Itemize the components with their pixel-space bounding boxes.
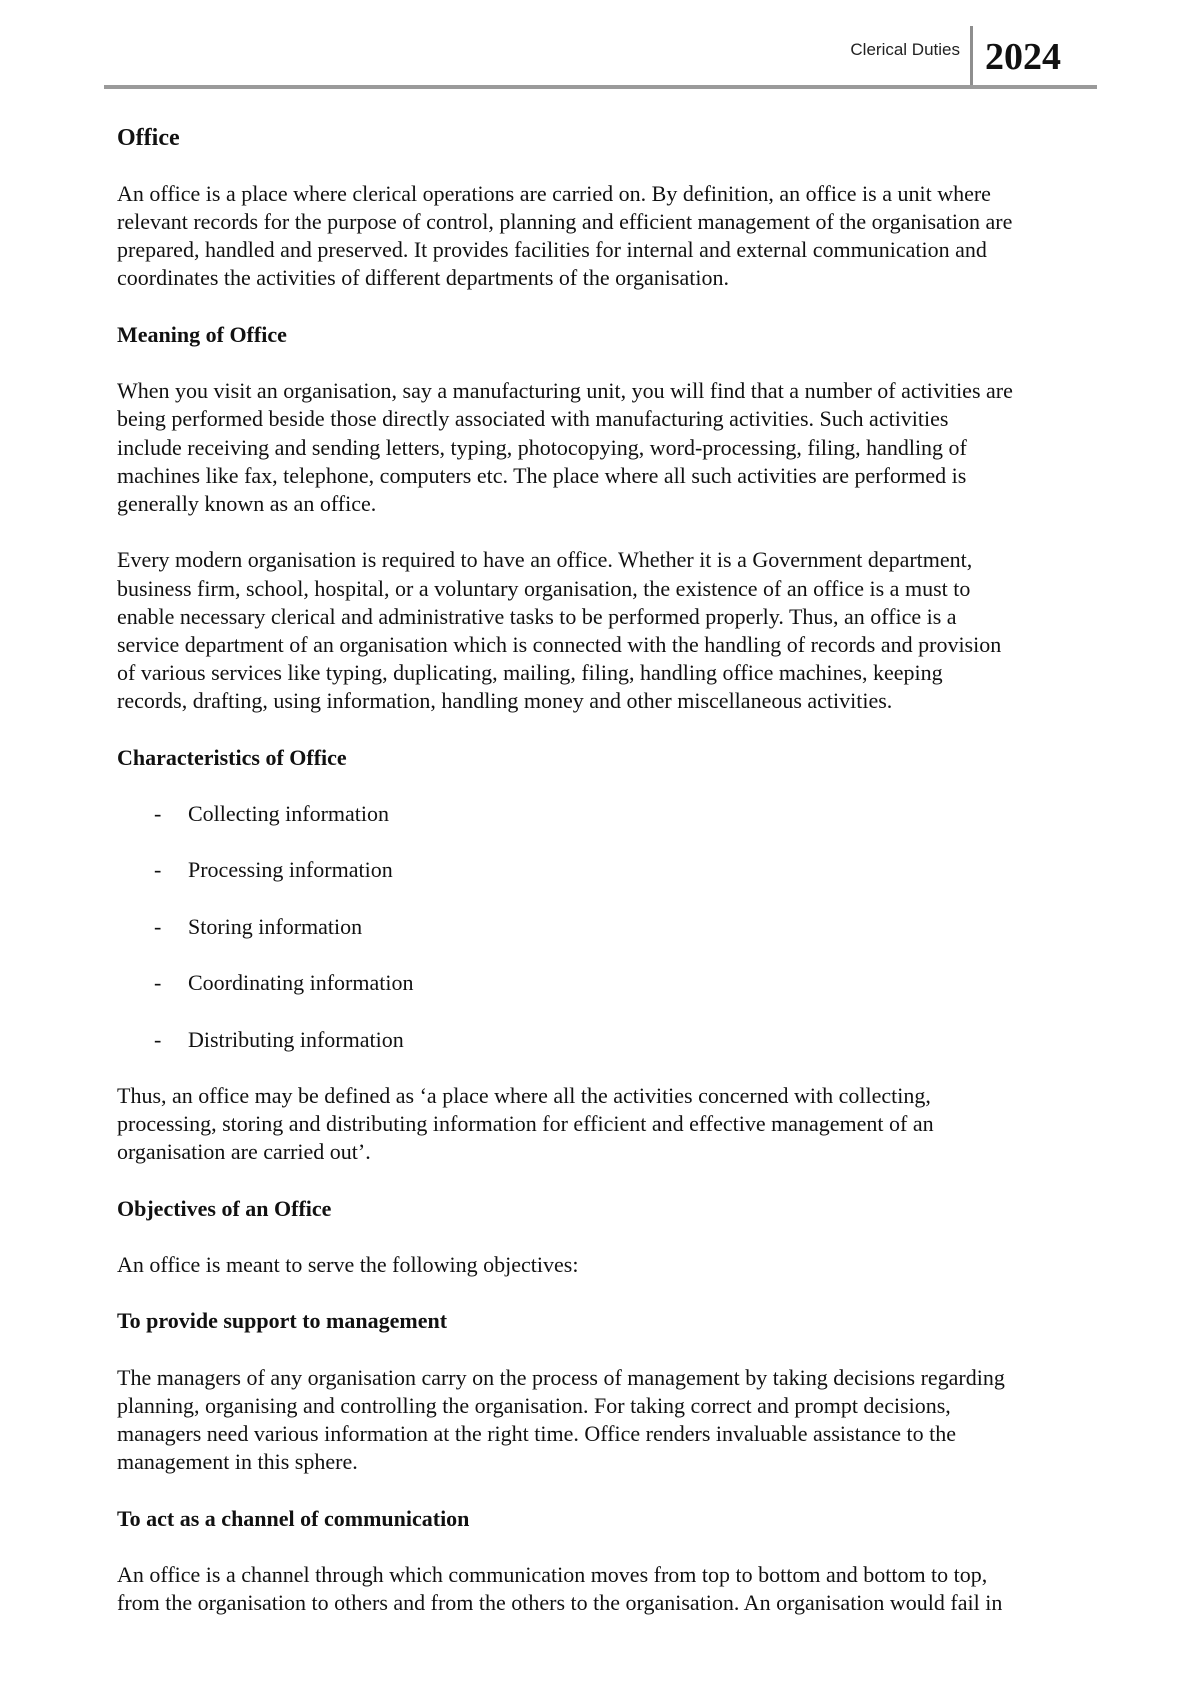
list-item <box>117 913 1177 941</box>
page-title: Office <box>117 124 180 151</box>
paragraph-line: Thus, an office may be defined as ‘a place where all the activities concerned with collecting, <box>117 1082 931 1108</box>
definition-paragraph <box>117 1082 1177 1167</box>
paragraph-line: An office is meant to serve the following objectives: <box>117 1252 579 1278</box>
document-body <box>117 124 1177 1646</box>
list-item <box>117 969 1177 997</box>
header-divider <box>970 26 973 88</box>
list-item-text: Distributing information <box>188 1026 404 1052</box>
section-heading-characteristics: Characteristics of Office <box>117 744 347 770</box>
section-heading-objectives: Objectives of an Office <box>117 1195 332 1221</box>
paragraph-line: The managers of any organisation carry on the process of management by taking decisions regarding <box>117 1364 1005 1390</box>
intro-paragraph <box>117 180 1177 293</box>
paragraph-line: service department of an organisation which is connected with the handling of records and provision <box>117 631 1002 657</box>
paragraph-line: generally known as an office. <box>117 490 377 516</box>
support-management-paragraph <box>117 1364 1177 1477</box>
meaning-paragraph-2 <box>117 546 1177 715</box>
paragraph-line: planning, organising and controlling the organisation. For taking correct and prompt decisions, <box>117 1393 951 1419</box>
dash-bullet: - <box>154 970 162 996</box>
paragraph-line: organisation are carried out’. <box>117 1139 371 1165</box>
paragraph-line: being performed beside those directly associated with manufacturing activities. Such activities <box>117 406 949 432</box>
paragraph-line: records, drafting, using information, handling money and other miscellaneous activities. <box>117 688 893 714</box>
list-item-text: Processing information <box>188 857 393 883</box>
subheading-channel-communication: To act as a channel of communication <box>117 1505 470 1531</box>
list-item-text: Storing information <box>188 913 363 939</box>
section-heading-meaning: Meaning of Office <box>117 321 287 347</box>
header-title: Clerical Duties <box>850 40 960 59</box>
header-year: 2024 <box>985 36 1061 78</box>
meaning-paragraph-1 <box>117 377 1177 518</box>
list-item <box>117 856 1177 884</box>
paragraph-line: include receiving and sending letters, typing, photocopying, word-processing, filing, handling of <box>117 434 967 460</box>
paragraph-line: relevant records for the purpose of control, planning and efficient management of the organisation are <box>117 209 1013 235</box>
paragraph-line: When you visit an organisation, say a manufacturing unit, you will find that a number of activities are <box>117 378 1013 404</box>
paragraph-line: machines like fax, telephone, computers etc. The place where all such activities are performed is <box>117 462 967 488</box>
paragraph-line: managers need various information at the right time. Office renders invaluable assistance to the <box>117 1421 956 1447</box>
channel-communication-paragraph <box>117 1561 1177 1617</box>
paragraph-line: An office is a channel through which communication moves from top to bottom and bottom to top, <box>117 1562 988 1588</box>
paragraph-line: management in this sphere. <box>117 1449 358 1475</box>
paragraph-line: prepared, handled and preserved. It provides facilities for internal and external communication and <box>117 237 987 263</box>
paragraph-line: processing, storing and distributing information for efficient and effective management of an <box>117 1111 934 1137</box>
list-item <box>117 1026 1177 1054</box>
header-rule <box>104 85 1097 89</box>
subheading-support-management: To provide support to management <box>117 1308 448 1334</box>
paragraph-line: An office is a place where clerical operations are carried on. By definition, an office is a unit where <box>117 180 991 206</box>
paragraph-line: from the organisation to others and from the others to the organisation. An organisation would fail in <box>117 1590 1003 1616</box>
dash-bullet: - <box>154 913 162 939</box>
dash-bullet: - <box>154 1026 162 1052</box>
paragraph-line: Every modern organisation is required to have an office. Whether it is a Government department, <box>117 547 973 573</box>
list-item-text: Coordinating information <box>188 970 414 996</box>
paragraph-line: business firm, school, hospital, or a voluntary organisation, the existence of an office is a must to <box>117 575 971 601</box>
characteristics-list <box>117 800 1177 1054</box>
list-item-text: Collecting information <box>188 801 390 827</box>
dash-bullet: - <box>154 857 162 883</box>
list-item <box>117 800 1177 828</box>
paragraph-line: coordinates the activities of different departments of the organisation. <box>117 265 729 291</box>
paragraph-line: of various services like typing, duplicating, mailing, filing, handling office machines, keeping <box>117 660 943 686</box>
objectives-intro <box>117 1251 1177 1279</box>
dash-bullet: - <box>154 801 162 827</box>
paragraph-line: enable necessary clerical and administrative tasks to be performed properly. Thus, an office is a <box>117 603 957 629</box>
